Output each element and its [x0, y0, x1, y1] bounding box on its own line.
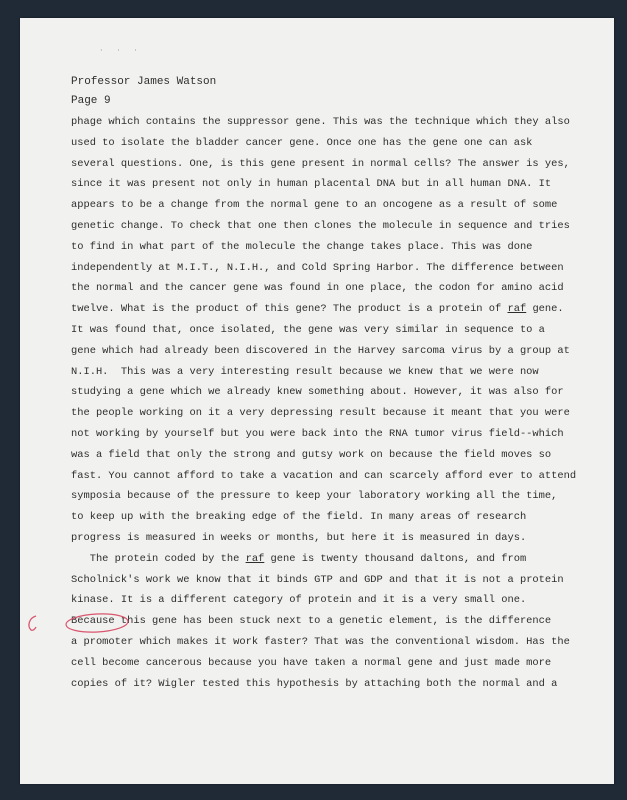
text-line: the normal and the cancer gene was found in one place, the codon for amino acid — [71, 282, 564, 295]
correction-circle — [64, 612, 130, 634]
raf-gene-term: raf — [507, 303, 527, 316]
text-line: genetic change. To check that one then clones the molecule in sequence and tries — [71, 219, 570, 232]
text-line: not working by yourself but you were back into the RNA tumor virus field--which — [71, 427, 564, 440]
text-line: cell become cancerous because you have taken a normal gene and just made more — [71, 656, 552, 669]
text-line: several questions. One, is this gene present in normal cells? The answer is yes, — [71, 157, 570, 170]
text-line: kinase. It is a different category of protein and it is a very small one. — [71, 594, 527, 607]
circled-name: Scholnick's — [71, 573, 140, 586]
header-name: Professor James Watson — [71, 76, 217, 88]
paper-specks: · · · — [100, 46, 143, 55]
document-page — [20, 18, 614, 784]
text-segment: The protein coded by the — [71, 552, 246, 565]
text-segment: gene. — [526, 303, 564, 316]
text-line — [71, 299, 601, 320]
text-line: used to isolate the bladder cancer gene. Once one has the gene one can ask — [71, 136, 533, 149]
text-line: since it was present not only in human placental DNA but in all human DNA. It — [71, 178, 552, 191]
text-line: the people working on it a very depressing result because it meant that you were — [71, 407, 570, 420]
margin-pencil-mark — [26, 614, 40, 632]
text-line: to find in what part of the molecule the change takes place. This was done — [71, 240, 533, 253]
text-line: symposia because of the pressure to keep your laboratory working all the time, — [71, 490, 558, 503]
text-line: a promoter which makes it work faster? That was the conventional wisdom. Has the — [71, 635, 570, 648]
raf-gene-term: raf — [245, 552, 265, 565]
text-line: phage which contains the suppressor gene. This was the technique which they also — [71, 116, 570, 128]
text-segment: work we know that it binds GTP and GDP and that it is not a protein — [139, 573, 564, 586]
text-line: N.I.H. This was a very interesting result because we knew that we were now — [71, 365, 539, 378]
page-header — [71, 73, 216, 111]
text-line: was a field that only the strong and gutsy work on because the field moves so — [71, 448, 552, 461]
text-line: progress is measured in weeks or months, but here it is measured in days. — [71, 531, 527, 544]
text-line: gene which had already been discovered in the Harvey sarcoma virus by a group at — [71, 344, 570, 357]
text-line — [71, 570, 601, 591]
text-line: studying a gene which we already knew something about. However, it was also for — [71, 386, 564, 399]
body-text — [71, 112, 601, 694]
text-segment: gene is twenty thousand daltons, and from — [264, 552, 527, 565]
text-line: independently at M.I.T., N.I.H., and Cold Spring Harbor. The difference between — [71, 261, 564, 274]
text-segment: twelve. What is the product of this gene? The product is a protein of — [71, 303, 508, 316]
text-line: copies of it? Wigler tested this hypothesis by attaching both the normal and a — [71, 677, 558, 690]
header-page-number: Page 9 — [71, 95, 111, 107]
text-line: fast. You cannot afford to take a vacation and can scarcely afford ever to attend — [71, 469, 577, 482]
text-line: appears to be a change from the normal gene to an oncogene as a result of some — [71, 199, 558, 212]
text-line — [71, 549, 601, 570]
text-line: to keep up with the breaking edge of the field. In many areas of research — [71, 511, 527, 524]
text-line: Because this gene has been stuck next to a genetic element, is the difference — [71, 615, 552, 628]
text-line: It was found that, once isolated, the gene was very similar in sequence to a — [71, 323, 545, 336]
